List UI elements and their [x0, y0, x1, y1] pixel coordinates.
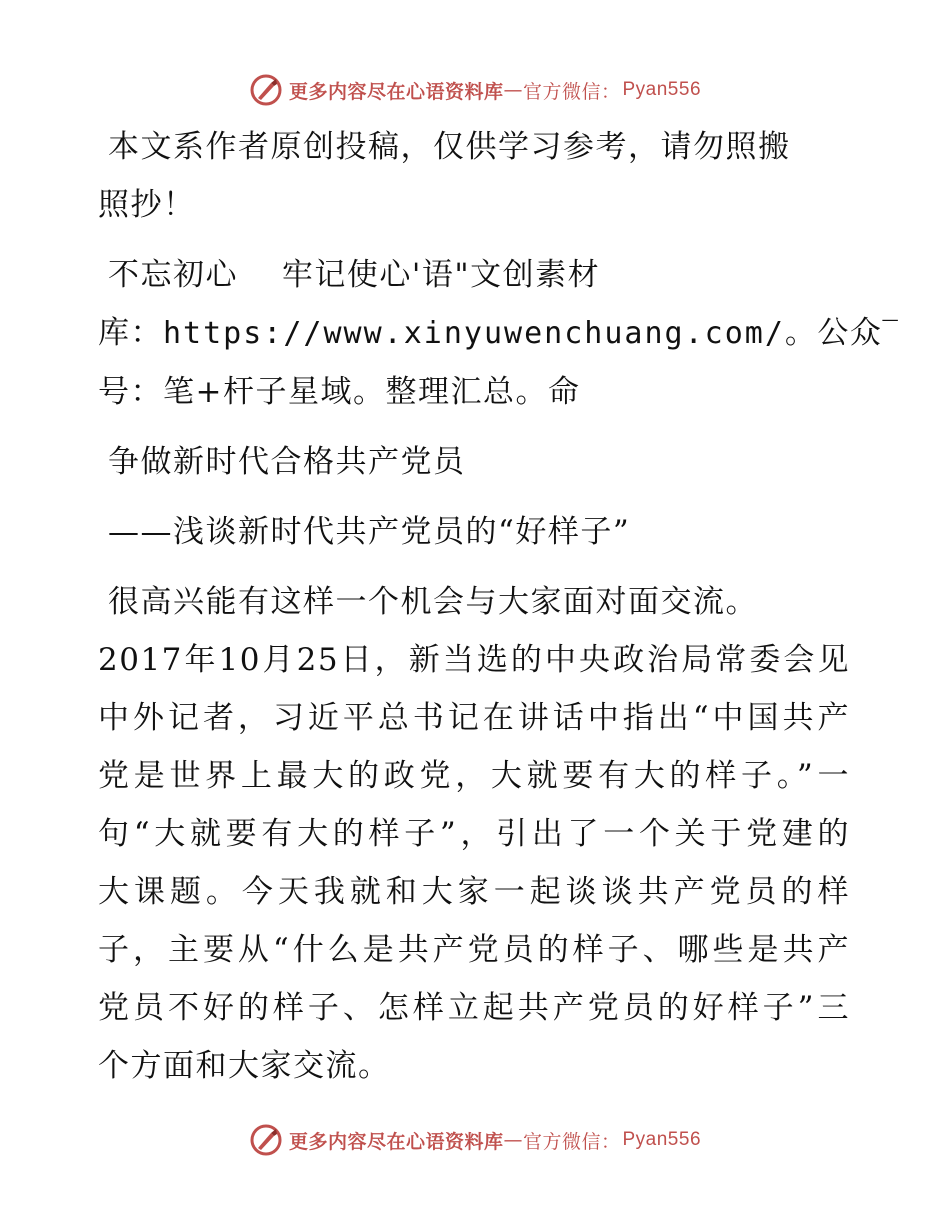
- banner-wechat-id: Pyan556: [622, 79, 702, 100]
- footer-banner: [0, 1120, 950, 1160]
- body-line: 中外记者，习近平总书记在讲话中指出“中国共产: [98, 700, 850, 736]
- body-line: 党是世界上最大的政党，大就要有大的样子。”一: [98, 758, 850, 794]
- document-body: [98, 118, 900, 1095]
- banner-dash: —: [503, 1129, 523, 1151]
- notice-line-1: 本文系作者原创投稿，仅供学习参考，请勿照搬: [108, 129, 791, 165]
- body-line: 很高兴能有这样一个机会与大家面对面交流。: [108, 584, 758, 620]
- source-line-2: [98, 304, 900, 363]
- banner-text: 更多内容尽在心语资料库: [288, 80, 504, 103]
- notice-line-2: 照抄！: [98, 187, 196, 223]
- banner-official: 官方微信：: [522, 1130, 621, 1153]
- body-line: 句“大就要有大的样子”，引出了一个关于党建的: [98, 816, 850, 852]
- header-banner: [0, 70, 950, 110]
- source-line-1: 不忘初心 牢记使心'语"文创素材: [108, 257, 601, 293]
- quill-logo-icon: [249, 73, 283, 107]
- source-url: https://www.xinyuwenchuang.com/: [163, 316, 785, 351]
- notice-paragraph: [98, 118, 850, 234]
- body-line: 2017年10月25日，新当选的中央政治局常委会见: [98, 642, 850, 678]
- body-line: 个方面和大家交流。: [98, 1048, 391, 1084]
- document-title: 争做新时代合格共产党员: [108, 444, 466, 480]
- source-line-3: 号：笔+杆子星域。整理汇总。命: [98, 374, 581, 410]
- banner-wechat-id: Pyan556: [622, 1129, 702, 1150]
- body-line: 大课题。今天我就和大家一起谈谈共产党员的样: [98, 874, 850, 910]
- body-line: 党员不好的样子、怎样立起共产党员的好样子”三: [98, 990, 850, 1026]
- quill-logo-icon: [249, 1123, 283, 1157]
- banner-official: 官方微信：: [522, 80, 621, 103]
- banner-dash: —: [503, 79, 523, 101]
- body-paragraph: [98, 573, 850, 1095]
- source-prefix: 库：: [98, 315, 163, 351]
- banner-text: 更多内容尽在心语资料库: [288, 1130, 504, 1153]
- source-suffix: 。公众‾: [784, 315, 900, 351]
- body-line: 子，主要从“什么是共产党员的样子、哪些是共产: [98, 932, 850, 968]
- source-paragraph: [98, 246, 900, 421]
- document-subtitle: ——浅谈新时代共产党员的“好样子”: [108, 514, 631, 550]
